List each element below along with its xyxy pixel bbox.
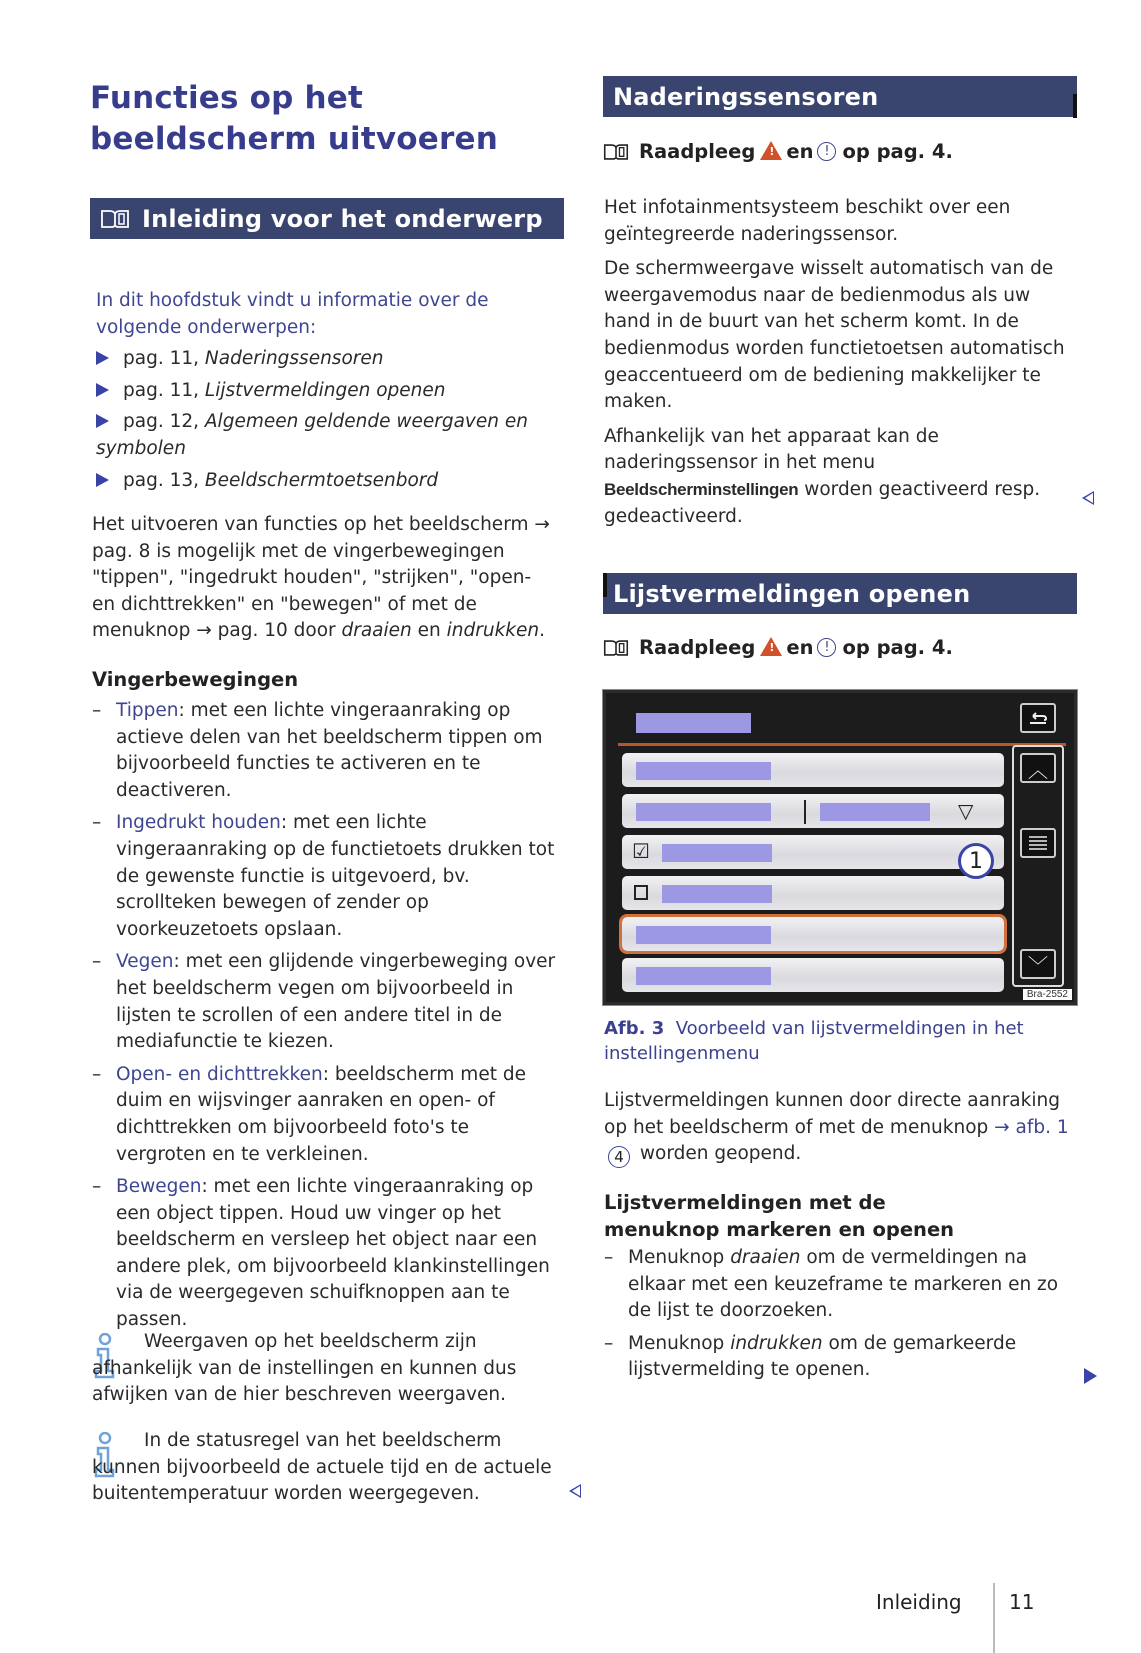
list-entry-checked[interactable] — [622, 835, 1004, 869]
list-entry[interactable] — [622, 753, 1004, 787]
menuknop-heading: Lijstvermeldingen met de menuknop markeren en openen — [604, 1191, 955, 1241]
triangle-bullet-icon — [96, 473, 109, 487]
triangle-bullet-icon — [96, 414, 109, 428]
gestures-list — [92, 698, 562, 1340]
section-bar-lijstvermeldingen — [603, 573, 1077, 614]
caution-icon: ! — [817, 638, 836, 657]
back-button[interactable] — [1020, 703, 1056, 733]
section-bar-naderingssensoren — [603, 76, 1077, 117]
info-note: In de statusregel van het beeldscherm kunnen bijvoorbeeld de actuele tijd en de actuele buitentemperatuur worden weergegeven. — [92, 1430, 552, 1505]
consult-line: Raadpleeg ! en ! op pag. 4. — [603, 140, 953, 163]
figure-label: Afb. 3 — [604, 1018, 665, 1039]
checkbox-unchecked-icon[interactable] — [634, 885, 648, 900]
triangle-bullet-icon — [96, 351, 109, 365]
settings-list-figure — [603, 690, 1077, 1005]
list-entry-dropdown[interactable] — [622, 794, 1004, 828]
callout-ref-icon: 4 — [608, 1146, 630, 1168]
topic-link[interactable]: Lijstvermeldingen openen — [204, 379, 446, 401]
triangle-bullet-icon — [96, 383, 109, 397]
gesture-term: Ingedrukt houden — [116, 812, 281, 834]
gesture-term: Vegen — [116, 951, 174, 973]
gesture-term: Tippen — [116, 700, 179, 721]
topic-link[interactable]: Algemeen geldende weergaven en symbolen — [96, 411, 528, 459]
step-item: – Menuknop draaien om de vermeldingen na elkaar met een keuzeframe te markeren en zo de lijst te doorzoeken. — [604, 1247, 1059, 1322]
page-number: 11 — [1009, 1590, 1035, 1614]
section-bar-label: Inleiding voor het onderwerp — [142, 204, 543, 233]
gesture-term: Bewegen — [116, 1176, 202, 1198]
dropdown-triangle-icon: ▽ — [958, 799, 974, 823]
continue-next-page-icon — [1084, 1368, 1097, 1384]
book-icon — [603, 142, 629, 162]
header-divider — [618, 743, 1066, 746]
topic-item[interactable]: pag. 12, Algemeen geldende weergaven en symbolen — [96, 411, 528, 459]
figure-caption: Afb. 3 Voorbeeld van lijstvermeldingen in het instellingenmenu — [604, 1018, 1024, 1064]
scroll-handle[interactable] — [1020, 828, 1056, 858]
figure-id: Bra-2552 — [1023, 989, 1072, 1000]
gesture-item: – Vegen: met een glijdende vingerbeweging over het beeldscherm vegen om bijvoorbeeld in lijsten te scrollen of een andere titel in de mediafunctie te kiezen. — [92, 951, 556, 1053]
intro-block — [96, 288, 556, 494]
menuknop-steps — [604, 1245, 1074, 1390]
caution-icon: ! — [817, 142, 836, 161]
checkbox-checked-icon[interactable]: ☑ — [632, 839, 650, 863]
footer-divider — [993, 1583, 995, 1653]
info-note: Weergaven op het beeldscherm zijn afhankelijk van de instellingen en kunnen dus afwijken van de hier beschreven weergaven. — [92, 1331, 517, 1406]
section-end-icon — [569, 1484, 581, 1498]
gesture-item: – Bewegen: met een lichte vingeraanraking op een object tippen. Houd uw vinger op het beeldscherm en versleep het object naar een andere plek, om bijvoorbeeld klankinstellingen via de weergegeven schuifknoppen aan te passen. — [92, 1176, 550, 1331]
menu-title-placeholder — [636, 713, 751, 733]
consult-line: Raadpleeg ! en ! op pag. 4. — [603, 636, 953, 659]
topic-link[interactable]: Naderingssensoren — [204, 348, 384, 370]
page-ref-link[interactable]: op pag. 4. — [842, 636, 953, 659]
gesture-term: Open- en dichttrekken — [116, 1063, 323, 1085]
scroll-up-icon: ︿ — [1028, 757, 1048, 782]
section-bar-inleiding — [90, 198, 564, 239]
list-icon — [1027, 834, 1049, 852]
intro-text: In dit hoofdstuk vindt u informatie over de volgende onderwerpen: — [96, 290, 489, 338]
list-open-paragraph: Lijstvermeldingen kunnen door directe aanraking op het beeldscherm of met de menuknop → afb. 1 4 worden geopend. — [604, 1088, 1074, 1168]
book-icon — [100, 208, 130, 230]
topic-item[interactable]: pag. 11, Naderingssensoren — [96, 346, 556, 373]
scroll-down-icon: ﹀ — [1028, 953, 1048, 978]
step-item: – Menuknop indrukken om de gemarkeerde lijstvermelding te openen. — [604, 1332, 1017, 1381]
page-ref-link[interactable]: → pag. 10 — [196, 620, 288, 642]
callout-marker: 1 — [958, 843, 994, 879]
scroll-down-button[interactable] — [1020, 949, 1056, 979]
list-entry[interactable] — [622, 958, 1004, 992]
topic-item[interactable]: pag. 11, Lijstvermeldingen openen — [96, 378, 556, 405]
section-end-icon — [1082, 491, 1094, 505]
page-ref-link[interactable]: → pag. 8 — [92, 514, 550, 562]
gestures-heading: Vingerbewegingen — [92, 668, 299, 691]
topic-item[interactable]: pag. 13, Beeldschermtoetsenbord — [96, 468, 556, 495]
list-entry-selected[interactable] — [622, 917, 1004, 951]
body-paragraph: Het uitvoeren van functies op het beeldscherm → pag. 8 is mogelijk met de vingerbewegingen "tippen", "ingedrukt houden", "strijken", "open- en dichttrekken" en "bewegen" of met de menuknop → pag. 10 door draaien en indrukken. — [92, 514, 550, 642]
book-icon — [603, 638, 629, 658]
list-entry-unchecked[interactable] — [622, 876, 1004, 910]
section-bar-label: Lijstvermeldingen openen — [613, 579, 971, 608]
warning-icon: ! — [760, 637, 782, 656]
gesture-item: – Ingedrukt houden: met een lichte vingeraanraking op de functietoets drukken tot de gewenste functie is uitgevoerd, bv. scrollteken bewegen of zender op voorkeuzetoets opslaan. — [92, 812, 555, 940]
menu-name: Beeldscherminstellingen — [604, 479, 799, 499]
figure-ref-link[interactable]: → afb. 1 — [994, 1116, 1069, 1138]
page-title: Functies op het beeldscherm uitvoeren — [90, 80, 498, 157]
section-bar-label: Naderingssensoren — [613, 82, 879, 111]
topic-link[interactable]: Beeldschermtoetsenbord — [204, 469, 439, 491]
gesture-item: – Open- en dichttrekken: beeldscherm met de duim en wijsvinger aanraken en open- of dichttrekken om bijvoorbeeld foto's te vergroten en te verkleinen. — [92, 1063, 526, 1165]
page-ref-link[interactable]: op pag. 4. — [842, 140, 953, 163]
gesture-item: – Tippen: met een lichte vingeraanraking op actieve delen van het beeldscherm tippen om bijvoorbeeld functies te activeren en te deactiveren. — [92, 700, 543, 801]
back-icon — [1027, 709, 1049, 727]
scroll-up-button[interactable] — [1020, 753, 1056, 783]
warning-icon: ! — [760, 141, 782, 160]
footer-section: Inleiding — [876, 1590, 962, 1614]
naderingssensoren-text: Het infotainmentsysteem beschikt over een geïntegreerde naderingssensor. De schermweergave wisselt automatisch van de weergavemodus naar de bedienmodus als uw hand in de buurt van het scherm komt. In de bedienmodus worden functietoetsen automatisch geaccentueerd om de bediening makkelijker te maken. Afhankelijk van het apparaat kan de naderingssensor in het menu Beeldscherminstellingen worden geactiveerd resp. gedeactiveerd. — [604, 197, 1065, 527]
